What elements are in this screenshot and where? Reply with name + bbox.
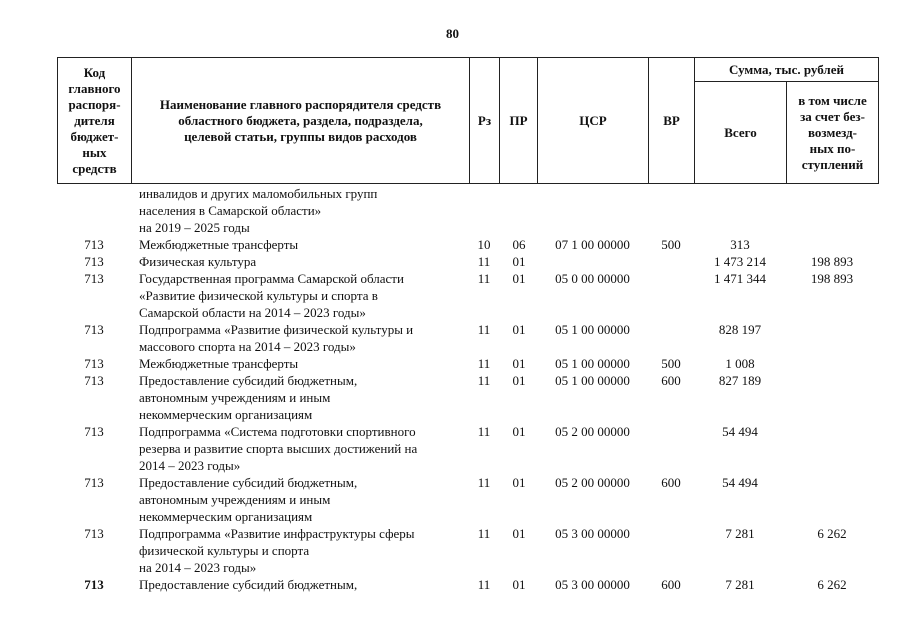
cell-rz: 11: [477, 475, 491, 490]
cell-rz: 11: [477, 526, 491, 541]
cell-name-line: Самарской области на 2014 – 2023 годы»: [139, 305, 366, 320]
header-name-line: областного бюджета, раздела, подраздела,: [178, 112, 423, 128]
header-name-line: целевой статьи, группы видов расходов: [184, 128, 417, 144]
cell-csr: 05 1 00 00000: [555, 373, 630, 388]
cell-vr: 600: [661, 475, 681, 490]
cell-name-line: Физическая культура: [139, 254, 257, 269]
header-incl: [787, 82, 878, 183]
cell-name-line: Межбюджетные трансферты: [139, 356, 299, 371]
cell-name-line: Государственная программа Самарской области: [139, 271, 404, 286]
cell-total: 1 008: [725, 356, 755, 371]
cell-name-line: на 2019 – 2025 годы: [139, 220, 250, 235]
cell-csr: 05 0 00 00000: [555, 271, 630, 286]
cell-name-line: Межбюджетные трансферты: [139, 237, 299, 252]
cell-name-line: на 2014 – 2023 годы»: [139, 560, 257, 575]
cell-code: 713: [84, 322, 104, 337]
header-code-line: Код: [83, 64, 106, 80]
cell-name-line: Предоставление субсидий бюджетным,: [139, 577, 358, 592]
header-csr: ЦСР: [579, 112, 607, 128]
cell-incl: 6 262: [817, 526, 847, 541]
header-code-line: главного: [68, 80, 121, 96]
cell-vr: 600: [661, 577, 681, 592]
header-code-line: ных: [82, 144, 107, 160]
cell-name-line: Предоставление субсидий бюджетным,: [139, 475, 358, 490]
cell-total: 7 281: [725, 526, 755, 541]
cell-name-line: автономным учреждениям и иным: [139, 390, 331, 405]
cell-name-line: массового спорта на 2014 – 2023 годы»: [139, 339, 356, 354]
cell-name-line: Подпрограмма «Система подготовки спортивного: [139, 424, 416, 439]
cell-total: 313: [730, 237, 750, 252]
cell-name-line: автономным учреждениям и иным: [139, 492, 331, 507]
cell-name-line: инвалидов и других маломобильных групп: [139, 186, 378, 201]
cell-name-line: «Развитие физической культуры и спорта в: [139, 288, 378, 303]
cell-code: 713: [84, 424, 104, 439]
cell-pr: 01: [512, 526, 526, 541]
cell-total: 1 471 344: [714, 271, 766, 286]
cell-name-line: Подпрограмма «Развитие инфраструктуры сферы: [139, 526, 415, 541]
cell-name-line: резерва и развитие спорта высших достижений на: [139, 441, 418, 456]
cell-rz: 11: [477, 424, 491, 439]
cell-name: [139, 253, 469, 270]
header-name: [132, 58, 469, 183]
cell-pr: 01: [512, 322, 526, 337]
cell-name-line: Подпрограмма «Развитие физической культуры и: [139, 322, 414, 337]
cell-csr: 05 2 00 00000: [555, 475, 630, 490]
cell-vr: 600: [661, 373, 681, 388]
header-code-line: средств: [72, 160, 117, 176]
cell-name: [139, 236, 469, 253]
header-incl-line: ных по-: [809, 140, 856, 156]
header-total: Всего: [724, 124, 757, 140]
cell-code: 713: [84, 237, 104, 252]
cell-name: [139, 525, 469, 576]
cell-name: [139, 372, 469, 423]
cell-csr: 07 1 00 00000: [555, 237, 630, 252]
header-rz: Рз: [477, 112, 492, 128]
cell-rz: 11: [477, 373, 491, 388]
cell-total: 7 281: [725, 577, 755, 592]
header-incl-line: возмезд-: [808, 124, 857, 140]
cell-name-line: Предоставление субсидий бюджетным,: [139, 373, 358, 388]
cell-total: 1 473 214: [714, 254, 766, 269]
cell-rz: 11: [477, 356, 491, 371]
cell-rz: 11: [477, 577, 491, 592]
cell-pr: 01: [512, 254, 526, 269]
cell-name: [139, 270, 469, 321]
cell-code: 713: [84, 475, 104, 490]
cell-rz: 11: [477, 322, 491, 337]
cell-total: 54 494: [722, 424, 758, 439]
cell-pr: 01: [512, 373, 526, 388]
cell-code: 713: [84, 356, 104, 371]
cell-code: 713: [84, 373, 104, 388]
table-header: [57, 57, 879, 184]
cell-pr: 01: [512, 356, 526, 371]
cell-csr: 05 3 00 00000: [555, 577, 630, 592]
header-name-line: Наименование главного распорядителя средств: [159, 96, 442, 112]
cell-total: 54 494: [722, 475, 758, 490]
cell-pr: 01: [512, 424, 526, 439]
cell-code: 713: [84, 271, 104, 286]
cell-pr: 01: [512, 577, 526, 592]
cell-name: [139, 355, 469, 372]
header-incl-line: за счет без-: [800, 108, 865, 124]
cell-code: 713: [84, 254, 104, 269]
cell-name: [139, 321, 469, 355]
header-incl-line: в том числе: [798, 92, 867, 108]
cell-pr: 01: [512, 271, 526, 286]
cell-vr: 500: [661, 237, 681, 252]
cell-csr: 05 1 00 00000: [555, 322, 630, 337]
cell-pr: 06: [512, 237, 526, 252]
cell-incl: 198 893: [810, 254, 854, 269]
cell-rz: 11: [477, 254, 491, 269]
cell-name-line: населения в Самарской области»: [139, 203, 322, 218]
cell-vr: 500: [661, 356, 681, 371]
header-code-line: дителя: [74, 112, 115, 128]
cell-name-line: некоммерческим организациям: [139, 509, 313, 524]
header-vr: ВР: [663, 112, 680, 128]
cell-incl: 6 262: [817, 577, 847, 592]
header-code-line: распоря-: [68, 96, 121, 112]
header-incl-line: ступлений: [801, 156, 864, 172]
cell-name-line: физической культуры и спорта: [139, 543, 310, 558]
cell-name: [139, 576, 469, 593]
cell-total: 827 189: [718, 373, 762, 388]
cell-name-line: 2014 – 2023 годы»: [139, 458, 241, 473]
cell-code: 713: [84, 577, 104, 592]
cell-code: 713: [84, 526, 104, 541]
page-number: 80: [446, 26, 459, 41]
header-code-line: бюджет-: [70, 128, 119, 144]
cell-pr: 01: [512, 475, 526, 490]
cell-total: 828 197: [718, 322, 762, 337]
header-sum: Сумма, тыс. рублей: [729, 61, 844, 77]
header-code: [58, 58, 131, 183]
header-pr: ПР: [509, 112, 528, 128]
cell-incl: 198 893: [810, 271, 854, 286]
cell-csr: 05 2 00 00000: [555, 424, 630, 439]
cell-name-line: некоммерческим организациям: [139, 407, 313, 422]
cell-csr: 05 3 00 00000: [555, 526, 630, 541]
cell-csr: 05 1 00 00000: [555, 356, 630, 371]
cell-rz: 10: [477, 237, 491, 252]
cell-name: [139, 185, 469, 236]
cell-name: [139, 474, 469, 525]
cell-rz: 11: [477, 271, 491, 286]
cell-name: [139, 423, 469, 474]
